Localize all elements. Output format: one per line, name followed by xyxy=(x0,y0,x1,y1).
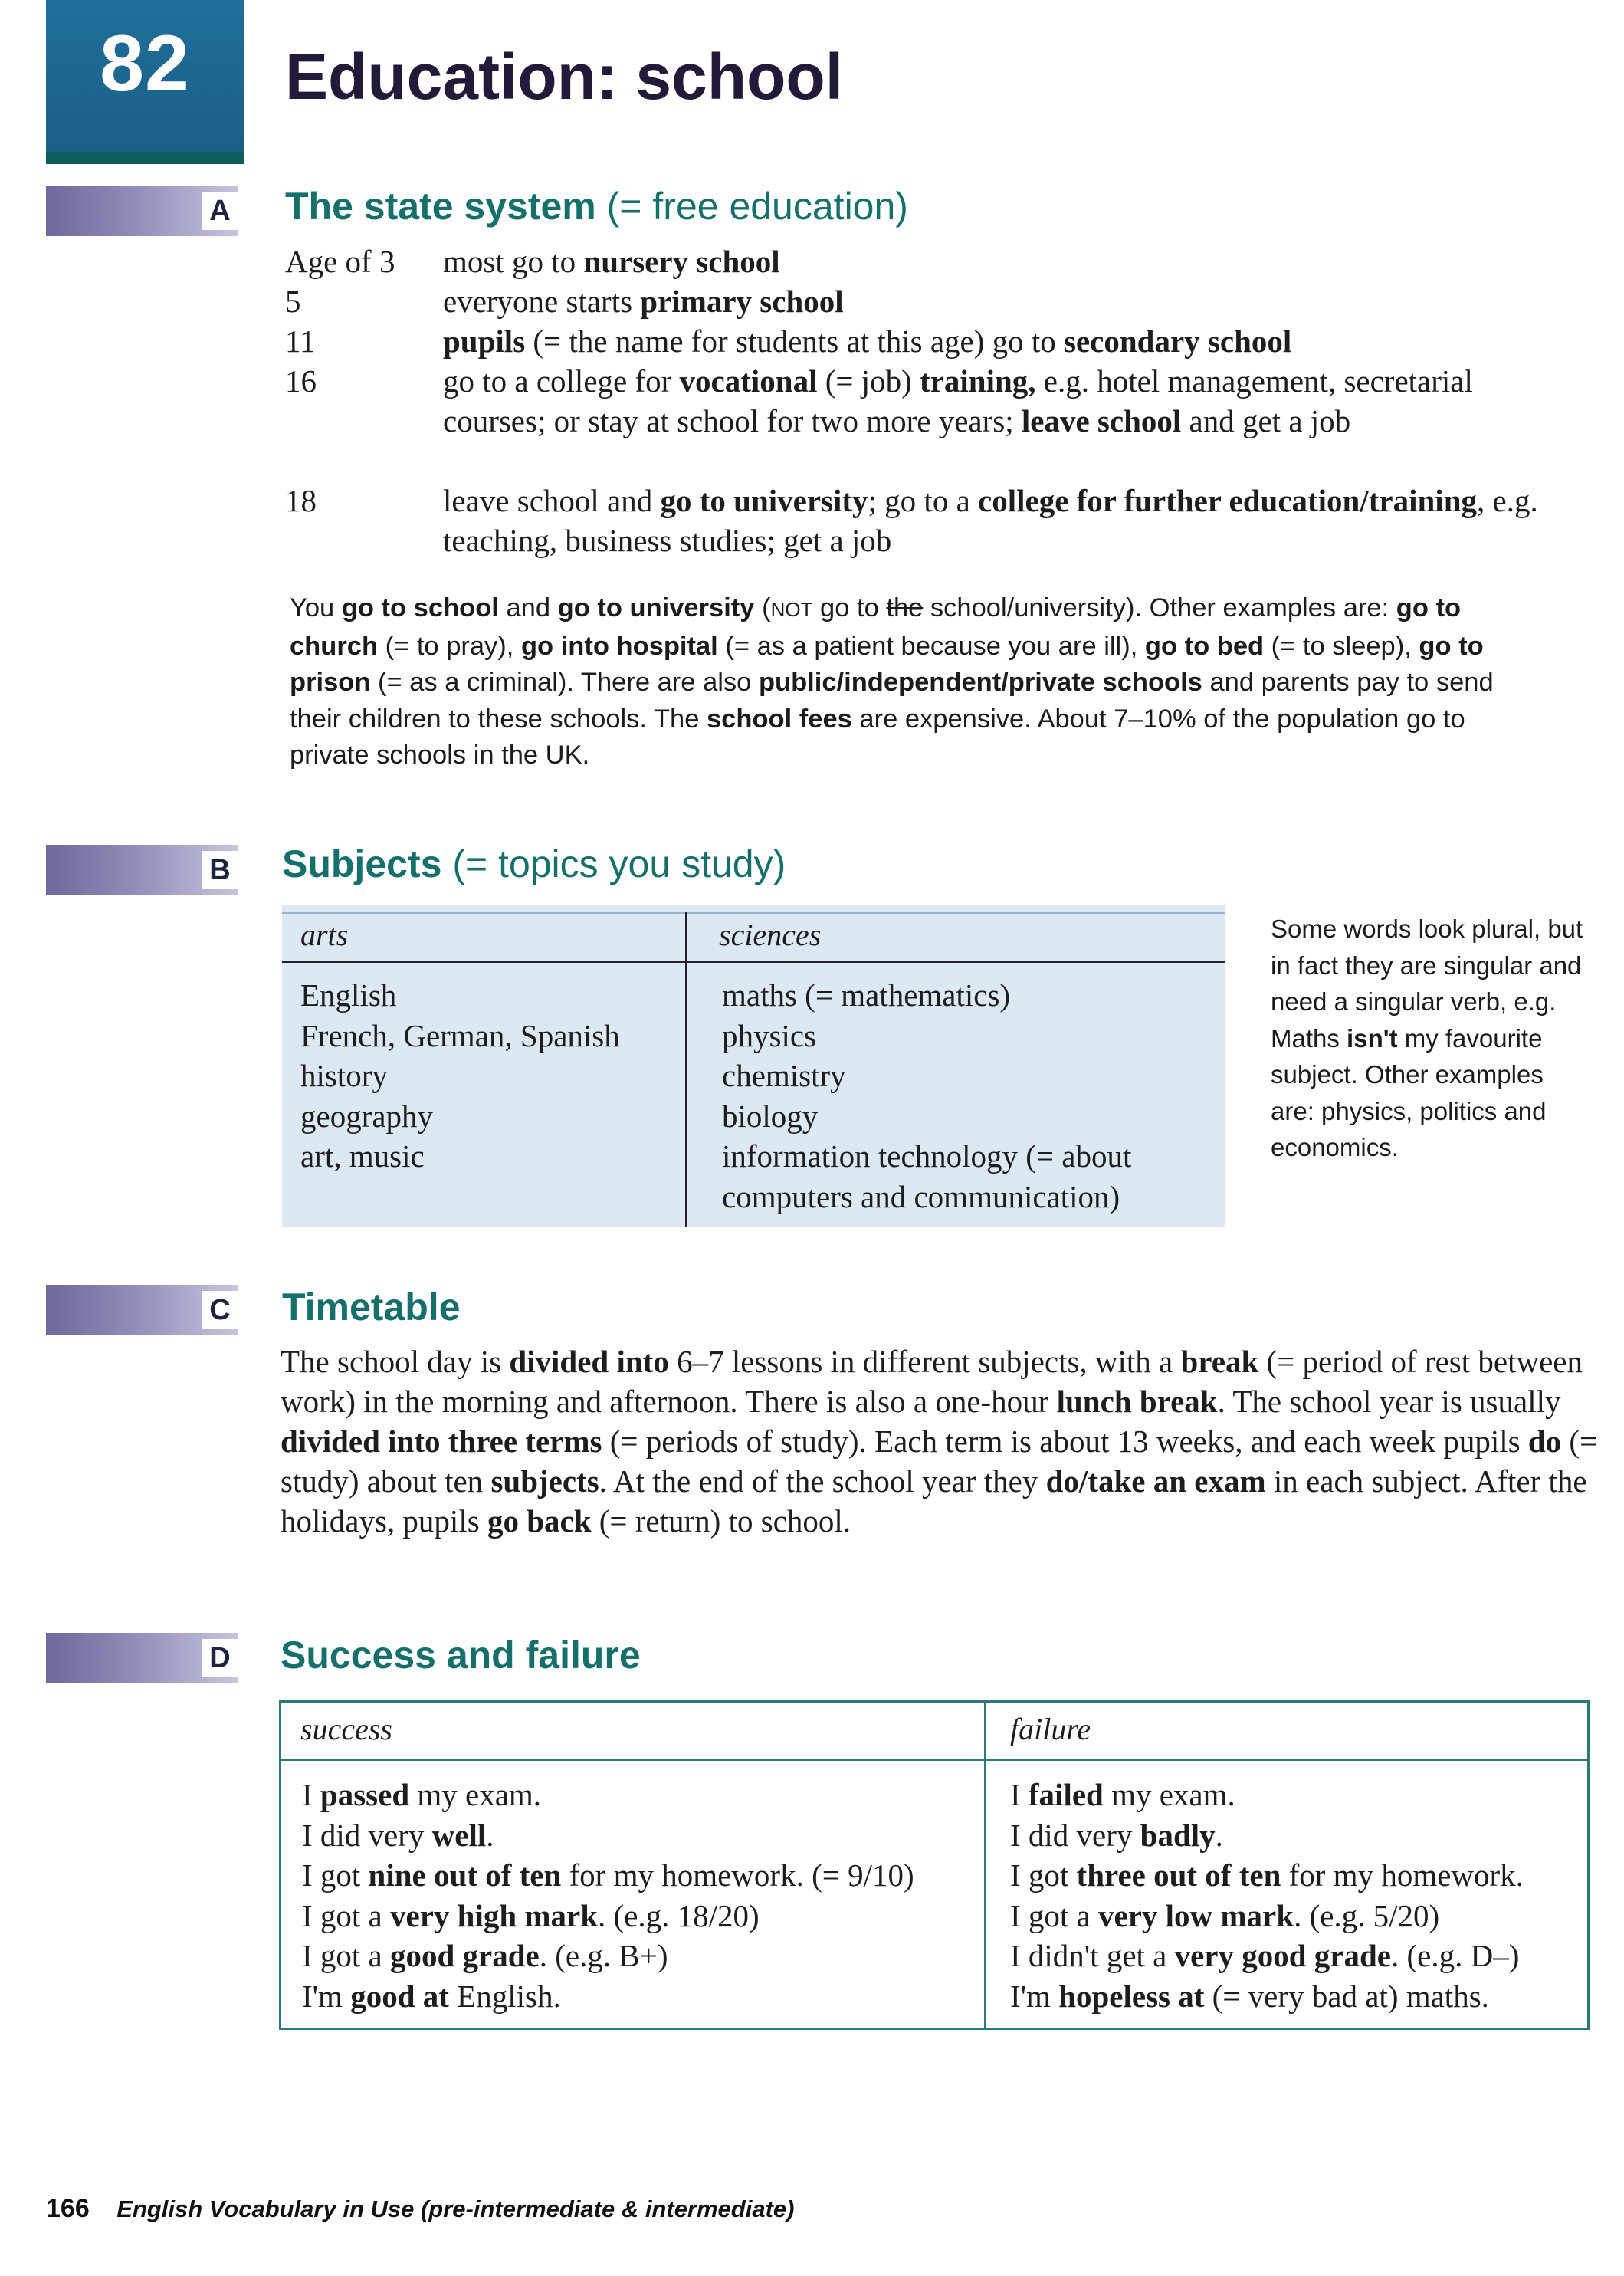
section-a-heading xyxy=(285,184,908,228)
age-label: 5 xyxy=(285,284,301,319)
list-item: I got three out of ten for my homework. xyxy=(1010,1857,1524,1893)
success-header: success xyxy=(300,1712,392,1746)
list-item: I passed my exam. xyxy=(302,1777,542,1812)
age-label: 11 xyxy=(285,324,316,359)
list-item: information technology (= about xyxy=(722,1138,1132,1174)
subjects-top-rule xyxy=(282,912,1225,914)
subjects-head-rule xyxy=(282,961,1225,963)
section-c-heading xyxy=(282,1285,461,1329)
section-b-heading xyxy=(282,842,786,886)
section-a-bar xyxy=(46,186,238,236)
list-item: biology xyxy=(722,1098,819,1134)
section-b-bar xyxy=(46,845,238,895)
subjects-sidenote: Some words look plural, but in fact they are singular and need a singular verb, e.g. Maths isn't my favourite subject. Other examples are: physics, politics and economics. xyxy=(1271,915,1583,1161)
list-item: I got a very high mark. (e.g. 18/20) xyxy=(302,1897,760,1933)
list-item: I failed my exam. xyxy=(1010,1777,1235,1812)
arts-header: arts xyxy=(300,918,349,952)
section-a-note: You go to school and go to university (NOT go to the school/university). Other examples are: go to church (= to pray), go into hospital (= as a patient because you are ill), go to bed (= to sleep), go to prison (= as a criminal). There are also public/independent/private schools and parents pay to send their children to these schools. The school fees are expensive. About 7–10% of the population go to private schools in the UK. xyxy=(290,593,1494,770)
arts-list xyxy=(300,975,620,1177)
list-item: maths (= mathematics) xyxy=(722,977,1011,1013)
section-b-letter: B xyxy=(202,851,238,889)
sciences-list xyxy=(722,975,1131,1217)
section-b-title: Subjects xyxy=(282,842,442,885)
sciences-header: sciences xyxy=(719,918,822,952)
subjects-divider xyxy=(685,912,687,1227)
unit-number: 82 xyxy=(100,19,190,108)
footer xyxy=(46,2194,794,2224)
list-item: computers and communication) xyxy=(722,1178,1120,1214)
list-item: I did very badly. xyxy=(1010,1817,1223,1853)
list-item: English xyxy=(300,977,397,1013)
section-d-bar xyxy=(46,1633,238,1683)
age-label: Age of 3 xyxy=(285,244,395,279)
list-item: geography xyxy=(300,1098,434,1134)
unit-badge-strip xyxy=(46,152,244,164)
list-item: chemistry xyxy=(722,1058,846,1093)
section-a-title: The state system xyxy=(285,185,596,228)
list-item: I'm hopeless at (= very bad at) maths. xyxy=(1010,1978,1489,2014)
success-list xyxy=(302,1775,914,2016)
list-item: I got a very low mark. (e.g. 5/20) xyxy=(1010,1897,1440,1933)
section-d-letter: D xyxy=(202,1639,238,1677)
list-item: I did very well. xyxy=(302,1817,494,1853)
list-item: I got a good grade. (e.g. B+) xyxy=(302,1938,668,1973)
age-label: 18 xyxy=(285,483,317,518)
list-item: I got nine out of ten for my homework. (= 9/10) xyxy=(302,1857,914,1893)
failure-header: failure xyxy=(1010,1712,1091,1746)
section-b-subtitle: (= topics you study) xyxy=(452,842,786,885)
section-a-letter: A xyxy=(202,192,238,230)
section-a-subtitle: (= free education) xyxy=(606,185,908,228)
section-c-bar xyxy=(46,1285,238,1335)
book-title: English Vocabulary in Use (pre-intermediate & intermediate) xyxy=(116,2196,795,2222)
section-d-title: Success and failure xyxy=(281,1634,641,1677)
age-label: 16 xyxy=(285,363,317,399)
sf-divider xyxy=(984,1700,986,2030)
list-item: French, German, Spanish xyxy=(300,1017,620,1053)
age-text: pupils (= the name for students at this age) go to secondary school xyxy=(443,324,1292,359)
age-text: leave school and go to university; go to a college for further education/training, e.g. teaching, business studies; get a job xyxy=(443,483,1538,558)
section-d-heading xyxy=(281,1633,641,1677)
list-item: art, music xyxy=(300,1138,425,1174)
timetable-paragraph: The school day is divided into 6–7 lessons in different subjects, with a break (= period of rest between work) in the morning and afternoon. There is also a one-hour lunch break. The school year is usually divided into three terms (= periods of study). Each term is about 13 weeks, and each week pupils do (= study) about ten subjects. At the end of the school year they do/take an exam in each subject. After the holidays, pupils go back (= return) to school. xyxy=(281,1344,1598,1539)
unit-title: Education: school xyxy=(285,41,844,113)
page-number: 166 xyxy=(46,2194,90,2223)
section-c-letter: C xyxy=(202,1291,238,1329)
list-item: I didn't get a very good grade. (e.g. D–) xyxy=(1010,1938,1520,1973)
age-text: everyone starts primary school xyxy=(443,284,844,319)
list-item: physics xyxy=(722,1017,816,1053)
age-text: most go to nursery school xyxy=(443,244,780,279)
failure-list xyxy=(1010,1775,1524,2016)
age-text: go to a college for vocational (= job) training, e.g. hotel management, secretarial courses; or stay at school for two more years; leave school and get a job xyxy=(443,363,1473,438)
section-c-title: Timetable xyxy=(282,1286,461,1328)
list-item: I'm good at English. xyxy=(302,1978,561,2014)
list-item: history xyxy=(300,1058,388,1093)
sf-head-rule xyxy=(279,1759,1590,1761)
